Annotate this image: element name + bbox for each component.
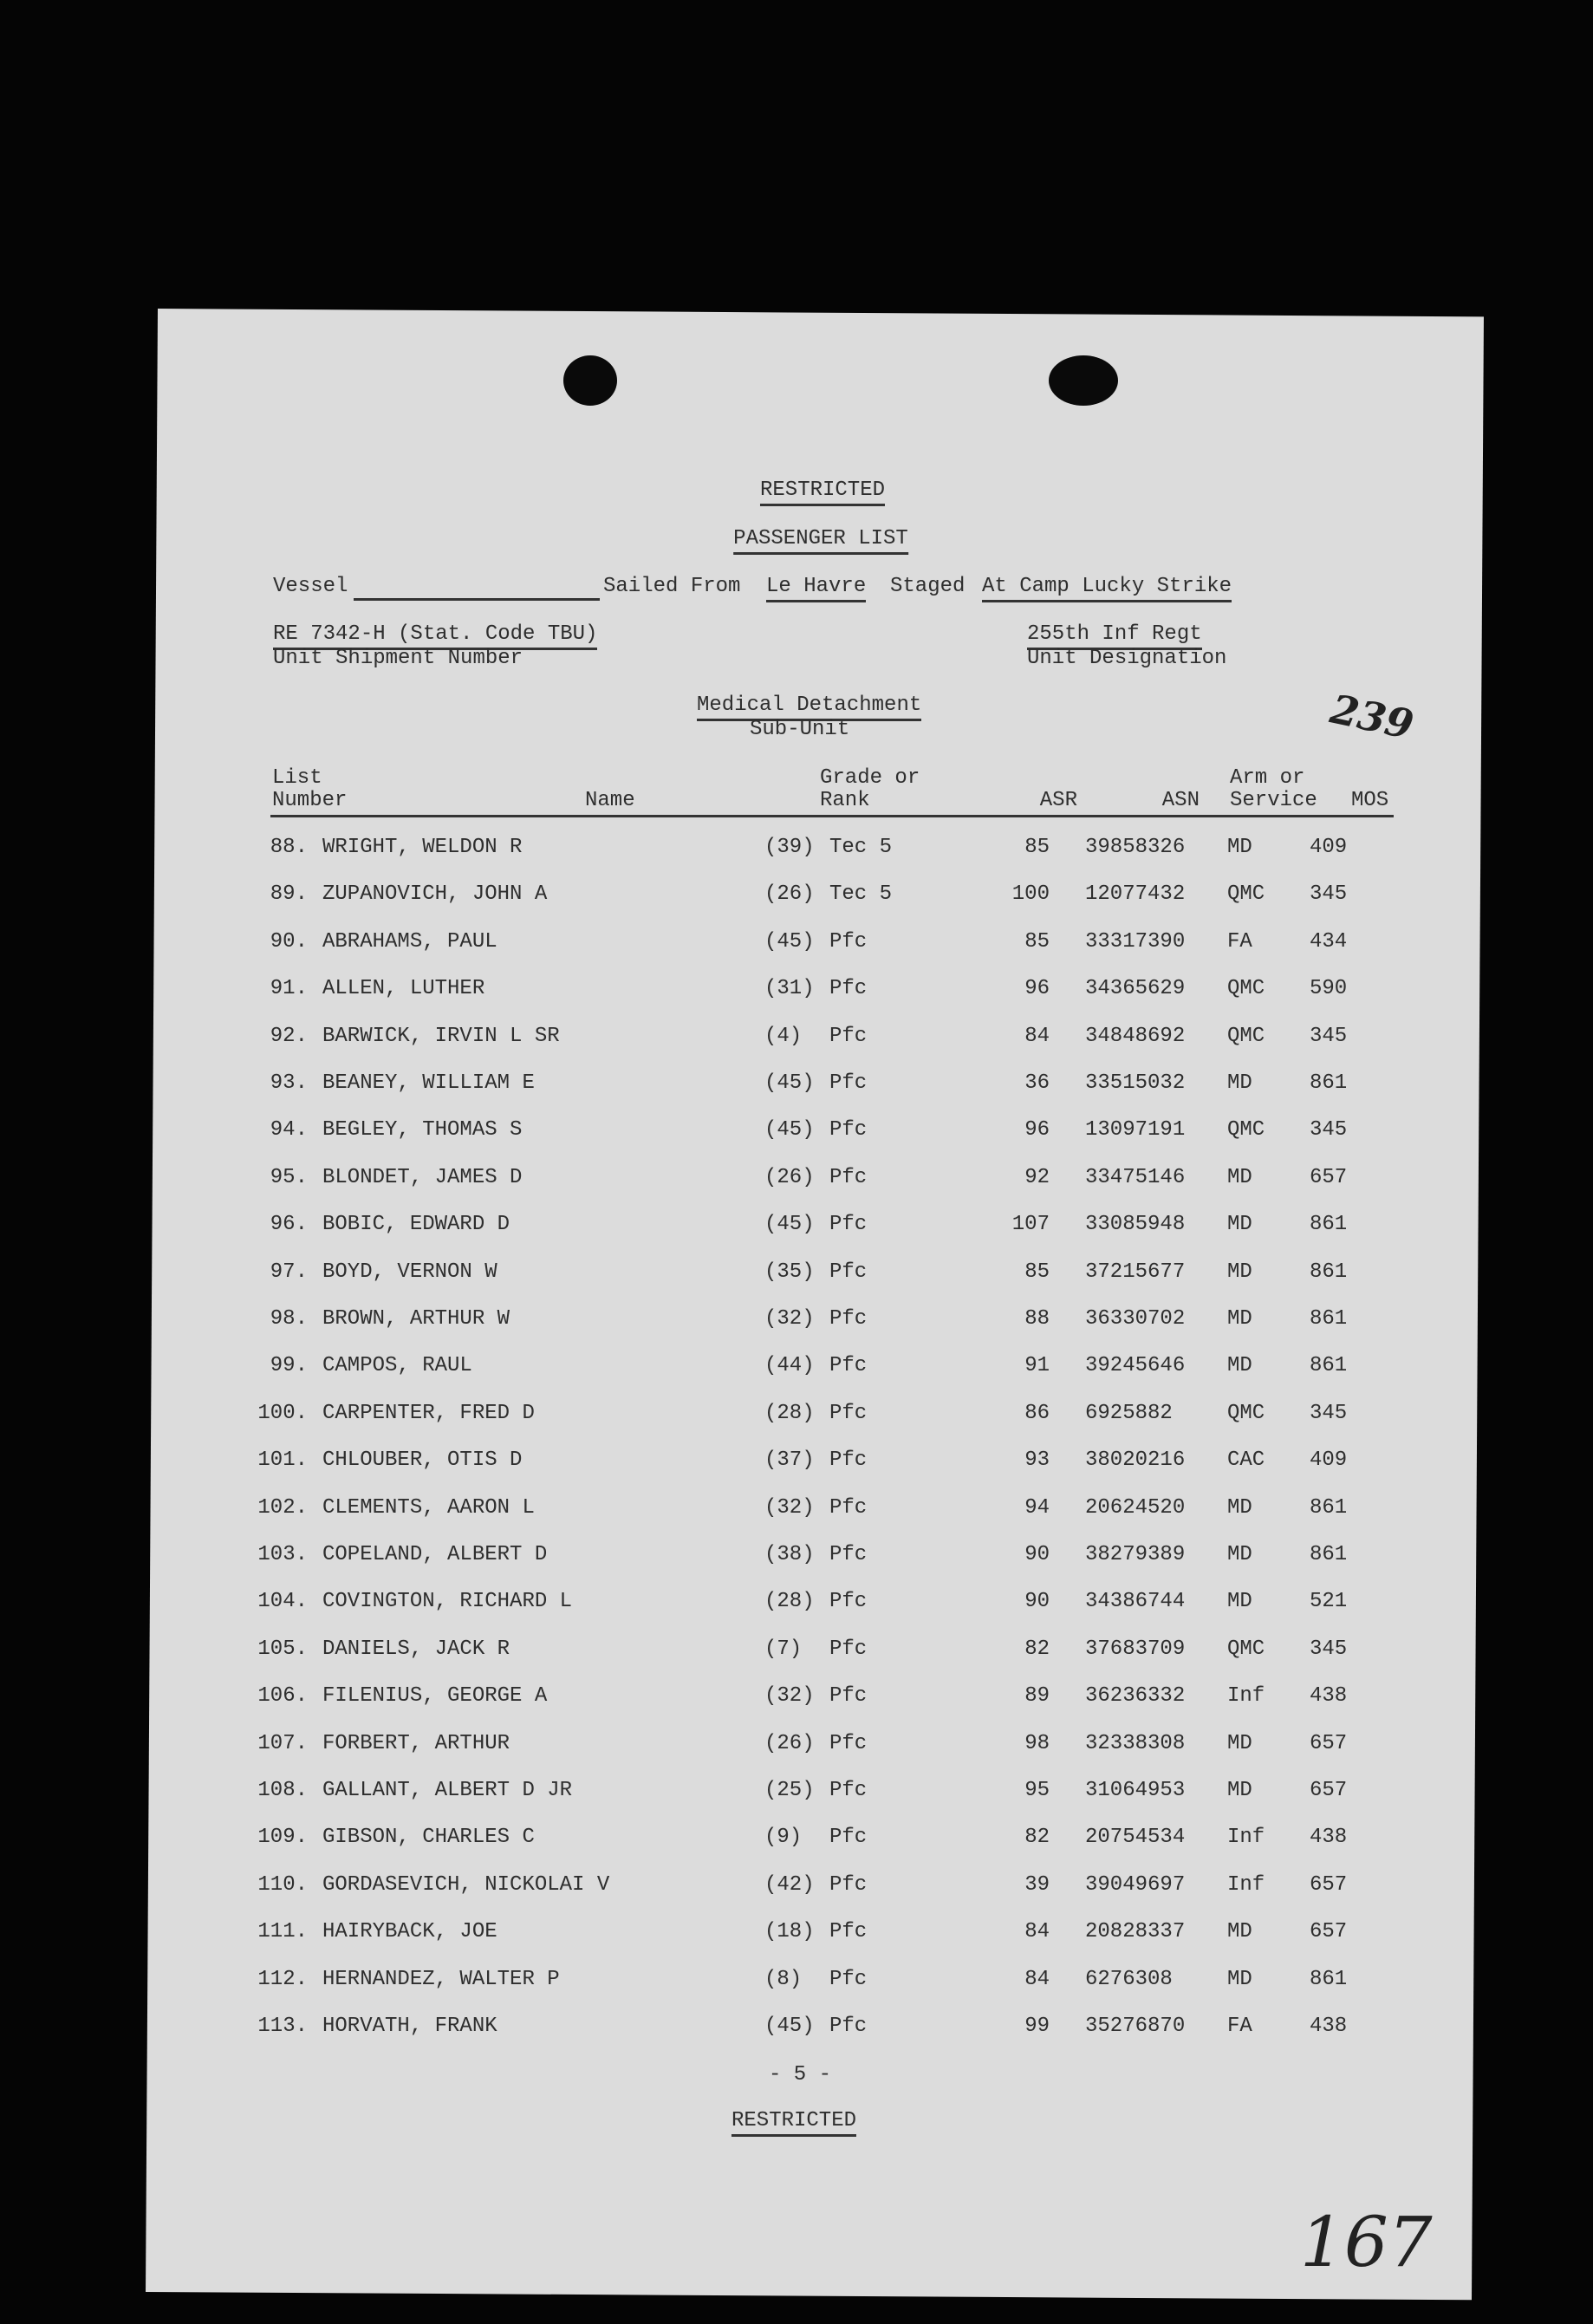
- rank: Pfc: [829, 1590, 868, 1614]
- rank: Pfc: [829, 929, 868, 954]
- mos: 861: [1310, 1260, 1348, 1284]
- passenger-name: GIBSON, CHARLES C: [322, 1826, 535, 1850]
- grade-code: (38): [764, 1543, 815, 1566]
- arm-or-service: MD: [1227, 1590, 1252, 1614]
- passenger-name: COVINGTON, RICHARD L: [322, 1590, 573, 1614]
- asn: 34386744: [1085, 1590, 1186, 1614]
- asn: 6276308: [1085, 1967, 1173, 1991]
- mos: 409: [1310, 836, 1348, 859]
- asr-score: 92: [1024, 1165, 1050, 1189]
- rank: Tec 5: [829, 882, 893, 907]
- list-number: 101.: [257, 1448, 308, 1473]
- passenger-name: BARWICK, IRVIN L SR: [322, 1024, 560, 1048]
- passenger-name: ALLEN, LUTHER: [322, 977, 485, 1001]
- arm-or-service: QMC: [1227, 1637, 1265, 1661]
- col-mos: MOS: [1351, 789, 1389, 812]
- asn: 20754534: [1085, 1826, 1186, 1850]
- document-title: PASSENGER LIST: [733, 529, 908, 555]
- arm-or-service: MD: [1227, 1165, 1252, 1189]
- punch-hole: [1049, 355, 1118, 406]
- rank: Pfc: [829, 1543, 868, 1566]
- asn: 39245646: [1085, 1354, 1186, 1378]
- list-number: 108.: [257, 1779, 308, 1802]
- punch-hole: [563, 355, 617, 406]
- asn: 39049697: [1085, 1872, 1186, 1897]
- mos: 861: [1310, 1495, 1348, 1520]
- list-number: 113.: [257, 2015, 308, 2038]
- grade-code: (45): [764, 1071, 815, 1095]
- arm-or-service: FA: [1227, 929, 1252, 954]
- document-page: [146, 309, 1484, 2300]
- asn: 33475146: [1085, 1165, 1186, 1189]
- asr-score: 86: [1024, 1401, 1050, 1425]
- mos: 438: [1310, 1684, 1348, 1709]
- mos: 590: [1310, 977, 1348, 1001]
- classification-header: RESTRICTED: [760, 480, 885, 506]
- list-number: 97.: [270, 1260, 308, 1284]
- asn: 36236332: [1085, 1684, 1186, 1709]
- grade-code: (45): [764, 1213, 815, 1237]
- list-number: 103.: [257, 1543, 308, 1566]
- sailed-from-label: Sailed From: [603, 575, 741, 598]
- grade-code: (35): [764, 1260, 815, 1284]
- asr-score: 85: [1024, 929, 1050, 954]
- rank: Pfc: [829, 1920, 868, 1944]
- rank: Pfc: [829, 1448, 868, 1473]
- asn: 34848692: [1085, 1024, 1186, 1048]
- grade-code: (32): [764, 1307, 815, 1331]
- asr-score: 98: [1024, 1731, 1050, 1755]
- grade-code: (26): [764, 882, 815, 907]
- asr-score: 107: [1011, 1213, 1050, 1237]
- mos: 438: [1310, 1826, 1348, 1850]
- grade-code: (28): [764, 1401, 815, 1425]
- asr-score: 96: [1024, 977, 1050, 1001]
- col-list-number-2: Number: [272, 789, 348, 812]
- asn: 32338308: [1085, 1731, 1186, 1755]
- page-number: - 5 -: [768, 2063, 832, 2086]
- header-divider: [270, 815, 1394, 817]
- list-number: 92.: [270, 1024, 308, 1048]
- grade-code: (32): [764, 1495, 815, 1520]
- passenger-name: CLEMENTS, AARON L: [322, 1495, 535, 1520]
- list-number: 88.: [270, 836, 308, 859]
- asr-score: 85: [1024, 1260, 1050, 1284]
- rank: Pfc: [829, 1260, 868, 1284]
- asr-score: 93: [1024, 1448, 1050, 1473]
- sub-unit-label: Sub-Unit: [750, 718, 850, 741]
- mos: 657: [1310, 1920, 1348, 1944]
- arm-or-service: MD: [1227, 1967, 1252, 1991]
- asn: 36330702: [1085, 1307, 1186, 1331]
- list-number: 99.: [270, 1354, 308, 1378]
- rank: Pfc: [829, 1071, 868, 1095]
- rank: Pfc: [829, 1165, 868, 1189]
- mos: 345: [1310, 1401, 1348, 1425]
- list-number: 107.: [257, 1731, 308, 1755]
- grade-code: (39): [764, 836, 815, 859]
- mos: 438: [1310, 2015, 1348, 2038]
- asr-score: 39: [1024, 1872, 1050, 1897]
- arm-or-service: QMC: [1227, 977, 1265, 1001]
- asr-score: 88: [1024, 1307, 1050, 1331]
- asr-score: 89: [1024, 1684, 1050, 1709]
- arm-or-service: QMC: [1227, 882, 1265, 907]
- asn: 37215677: [1085, 1260, 1186, 1284]
- handwritten-number: 239: [1326, 685, 1418, 749]
- arm-or-service: Inf: [1227, 1684, 1265, 1709]
- staged-label: Staged: [890, 575, 966, 598]
- grade-code: (26): [764, 1731, 815, 1755]
- passenger-name: GALLANT, ALBERT D JR: [322, 1779, 573, 1802]
- arm-or-service: Inf: [1227, 1872, 1265, 1897]
- passenger-name: BOBIC, EDWARD D: [322, 1213, 510, 1237]
- mos: 657: [1310, 1779, 1348, 1802]
- rank: Pfc: [829, 2015, 868, 2038]
- passenger-name: BLONDET, JAMES D: [322, 1165, 523, 1189]
- grade-code: (18): [764, 1920, 815, 1944]
- passenger-name: COPELAND, ALBERT D: [322, 1543, 548, 1566]
- col-grade: Grade or: [820, 766, 920, 790]
- grade-code: (7): [764, 1637, 803, 1661]
- passenger-name: BOYD, VERNON W: [322, 1260, 497, 1284]
- grade-code: (26): [764, 1165, 815, 1189]
- arm-or-service: MD: [1227, 1543, 1252, 1566]
- unit-designation-label: Unit Designation: [1027, 647, 1227, 670]
- mos: 521: [1310, 1590, 1348, 1614]
- arm-or-service: MD: [1227, 1260, 1252, 1284]
- list-number: 96.: [270, 1213, 308, 1237]
- arm-or-service: MD: [1227, 1779, 1252, 1802]
- asn: 37683709: [1085, 1637, 1186, 1661]
- asr-score: 100: [1011, 882, 1050, 907]
- arm-or-service: MD: [1227, 1495, 1252, 1520]
- list-number: 111.: [257, 1920, 308, 1944]
- arm-or-service: QMC: [1227, 1401, 1265, 1425]
- mos: 657: [1310, 1731, 1348, 1755]
- asr-score: 36: [1024, 1071, 1050, 1095]
- arm-or-service: MD: [1227, 1307, 1252, 1331]
- grade-code: (25): [764, 1779, 815, 1802]
- asr-score: 99: [1024, 2015, 1050, 2038]
- sailed-from-value: Le Havre: [766, 576, 866, 602]
- vessel-label: Vessel: [273, 575, 348, 598]
- asn: 33085948: [1085, 1213, 1186, 1237]
- rank: Pfc: [829, 1495, 868, 1520]
- col-name: Name: [585, 789, 635, 812]
- arm-or-service: MD: [1227, 1920, 1252, 1944]
- list-number: 100.: [257, 1401, 308, 1425]
- asn: 39858326: [1085, 836, 1186, 859]
- list-number: 110.: [257, 1872, 308, 1897]
- grade-code: (45): [764, 2015, 815, 2038]
- asn: 6925882: [1085, 1401, 1173, 1425]
- passenger-name: GORDASEVICH, NICKOLAI V: [322, 1872, 610, 1897]
- col-list-number: List: [272, 766, 322, 790]
- asn: 20828337: [1085, 1920, 1186, 1944]
- unit-shipment-number: RE 7342-H (Stat. Code TBU): [273, 624, 597, 650]
- arm-or-service: FA: [1227, 2015, 1252, 2038]
- passenger-name: CAMPOS, RAUL: [322, 1354, 472, 1378]
- asn: 20624520: [1085, 1495, 1186, 1520]
- arm-or-service: MD: [1227, 836, 1252, 859]
- passenger-name: CARPENTER, FRED D: [322, 1401, 535, 1425]
- sub-unit-value: Medical Detachment: [697, 695, 921, 721]
- asr-score: 84: [1024, 1024, 1050, 1048]
- rank: Pfc: [829, 1401, 868, 1425]
- list-number: 105.: [257, 1637, 308, 1661]
- asr-score: 91: [1024, 1354, 1050, 1378]
- asr-score: 85: [1024, 836, 1050, 859]
- asr-score: 94: [1024, 1495, 1050, 1520]
- arm-or-service: CAC: [1227, 1448, 1265, 1473]
- mos: 657: [1310, 1165, 1348, 1189]
- col-asn: ASN: [1161, 789, 1200, 812]
- grade-code: (44): [764, 1354, 815, 1378]
- mos: 861: [1310, 1543, 1348, 1566]
- grade-code: (32): [764, 1684, 815, 1709]
- asn: 13097191: [1085, 1118, 1186, 1142]
- arm-or-service: Inf: [1227, 1826, 1265, 1850]
- list-number: 112.: [257, 1967, 308, 1991]
- list-number: 102.: [257, 1495, 308, 1520]
- passenger-name: HERNANDEZ, WALTER P: [322, 1967, 560, 1991]
- arm-or-service: MD: [1227, 1071, 1252, 1095]
- asn: 35276870: [1085, 2015, 1186, 2038]
- unit-shipment-label: Unit Shipment Number: [273, 647, 523, 670]
- asn: 34365629: [1085, 977, 1186, 1001]
- passenger-name: BEGLEY, THOMAS S: [322, 1118, 523, 1142]
- mos: 345: [1310, 882, 1348, 907]
- list-number: 104.: [257, 1590, 308, 1614]
- col-grade-2: Rank: [820, 789, 870, 812]
- rank: Pfc: [829, 1213, 868, 1237]
- passenger-name: WRIGHT, WELDON R: [322, 836, 523, 859]
- arm-or-service: QMC: [1227, 1024, 1265, 1048]
- rank: Pfc: [829, 1118, 868, 1142]
- asr-score: 90: [1024, 1590, 1050, 1614]
- col-arm-2: Service: [1230, 789, 1317, 812]
- classification-footer: RESTRICTED: [731, 2111, 856, 2137]
- asr-score: 95: [1024, 1779, 1050, 1802]
- mos: 657: [1310, 1872, 1348, 1897]
- unit-designation: 255th Inf Regt: [1027, 624, 1202, 650]
- rank: Pfc: [829, 1826, 868, 1850]
- grade-code: (37): [764, 1448, 815, 1473]
- passenger-name: FORBERT, ARTHUR: [322, 1731, 510, 1755]
- asn: 31064953: [1085, 1779, 1186, 1802]
- handwritten-folio: 167: [1300, 2202, 1433, 2282]
- rank: Pfc: [829, 977, 868, 1001]
- mos: 345: [1310, 1637, 1348, 1661]
- rank: Pfc: [829, 1967, 868, 1991]
- grade-code: (8): [764, 1967, 803, 1991]
- staged-at-value: At Camp Lucky Strike: [982, 576, 1232, 602]
- list-number: 90.: [270, 929, 308, 954]
- arm-or-service: MD: [1227, 1213, 1252, 1237]
- list-number: 89.: [270, 882, 308, 907]
- passenger-name: BEANEY, WILLIAM E: [322, 1071, 535, 1095]
- grade-code: (9): [764, 1826, 803, 1850]
- grade-code: (4): [764, 1024, 803, 1048]
- col-arm: Arm or: [1230, 766, 1305, 790]
- arm-or-service: MD: [1227, 1354, 1252, 1378]
- rank: Pfc: [829, 1024, 868, 1048]
- rank: Pfc: [829, 1307, 868, 1331]
- grade-code: (28): [764, 1590, 815, 1614]
- list-number: 109.: [257, 1826, 308, 1850]
- mos: 345: [1310, 1118, 1348, 1142]
- passenger-name: HORVATH, FRANK: [322, 2015, 497, 2038]
- asr-score: 84: [1024, 1920, 1050, 1944]
- passenger-name: CHLOUBER, OTIS D: [322, 1448, 523, 1473]
- passenger-name: FILENIUS, GEORGE A: [322, 1684, 548, 1709]
- rank: Pfc: [829, 1684, 868, 1709]
- mos: 861: [1310, 1307, 1348, 1331]
- rank: Pfc: [829, 1637, 868, 1661]
- grade-code: (31): [764, 977, 815, 1001]
- asn: 33317390: [1085, 929, 1186, 954]
- list-number: 106.: [257, 1684, 308, 1709]
- passenger-name: ABRAHAMS, PAUL: [322, 929, 497, 954]
- asr-score: 90: [1024, 1543, 1050, 1566]
- mos: 345: [1310, 1024, 1348, 1048]
- asn: 33515032: [1085, 1071, 1186, 1095]
- asr-score: 82: [1024, 1826, 1050, 1850]
- mos: 409: [1310, 1448, 1348, 1473]
- rank: Tec 5: [829, 836, 893, 859]
- list-number: 91.: [270, 977, 308, 1001]
- list-number: 94.: [270, 1118, 308, 1142]
- list-number: 95.: [270, 1165, 308, 1189]
- passenger-name: ZUPANOVICH, JOHN A: [322, 882, 548, 907]
- passenger-name: BROWN, ARTHUR W: [322, 1307, 510, 1331]
- grade-code: (45): [764, 929, 815, 954]
- arm-or-service: QMC: [1227, 1118, 1265, 1142]
- grade-code: (42): [764, 1872, 815, 1897]
- asn: 38279389: [1085, 1543, 1186, 1566]
- rank: Pfc: [829, 1731, 868, 1755]
- vessel-value-blank: [354, 598, 600, 601]
- rank: Pfc: [829, 1779, 868, 1802]
- rank: Pfc: [829, 1872, 868, 1897]
- passenger-name: DANIELS, JACK R: [322, 1637, 510, 1661]
- list-number: 93.: [270, 1071, 308, 1095]
- grade-code: (45): [764, 1118, 815, 1142]
- mos: 861: [1310, 1071, 1348, 1095]
- asr-score: 82: [1024, 1637, 1050, 1661]
- asr-score: 84: [1024, 1967, 1050, 1991]
- asr-score: 96: [1024, 1118, 1050, 1142]
- mos: 861: [1310, 1354, 1348, 1378]
- passenger-name: HAIRYBACK, JOE: [322, 1920, 497, 1944]
- mos: 861: [1310, 1967, 1348, 1991]
- col-asr: ASR: [1039, 789, 1077, 812]
- rank: Pfc: [829, 1354, 868, 1378]
- arm-or-service: MD: [1227, 1731, 1252, 1755]
- list-number: 98.: [270, 1307, 308, 1331]
- mos: 861: [1310, 1213, 1348, 1237]
- mos: 434: [1310, 929, 1348, 954]
- asn: 12077432: [1085, 882, 1186, 907]
- asn: 38020216: [1085, 1448, 1186, 1473]
